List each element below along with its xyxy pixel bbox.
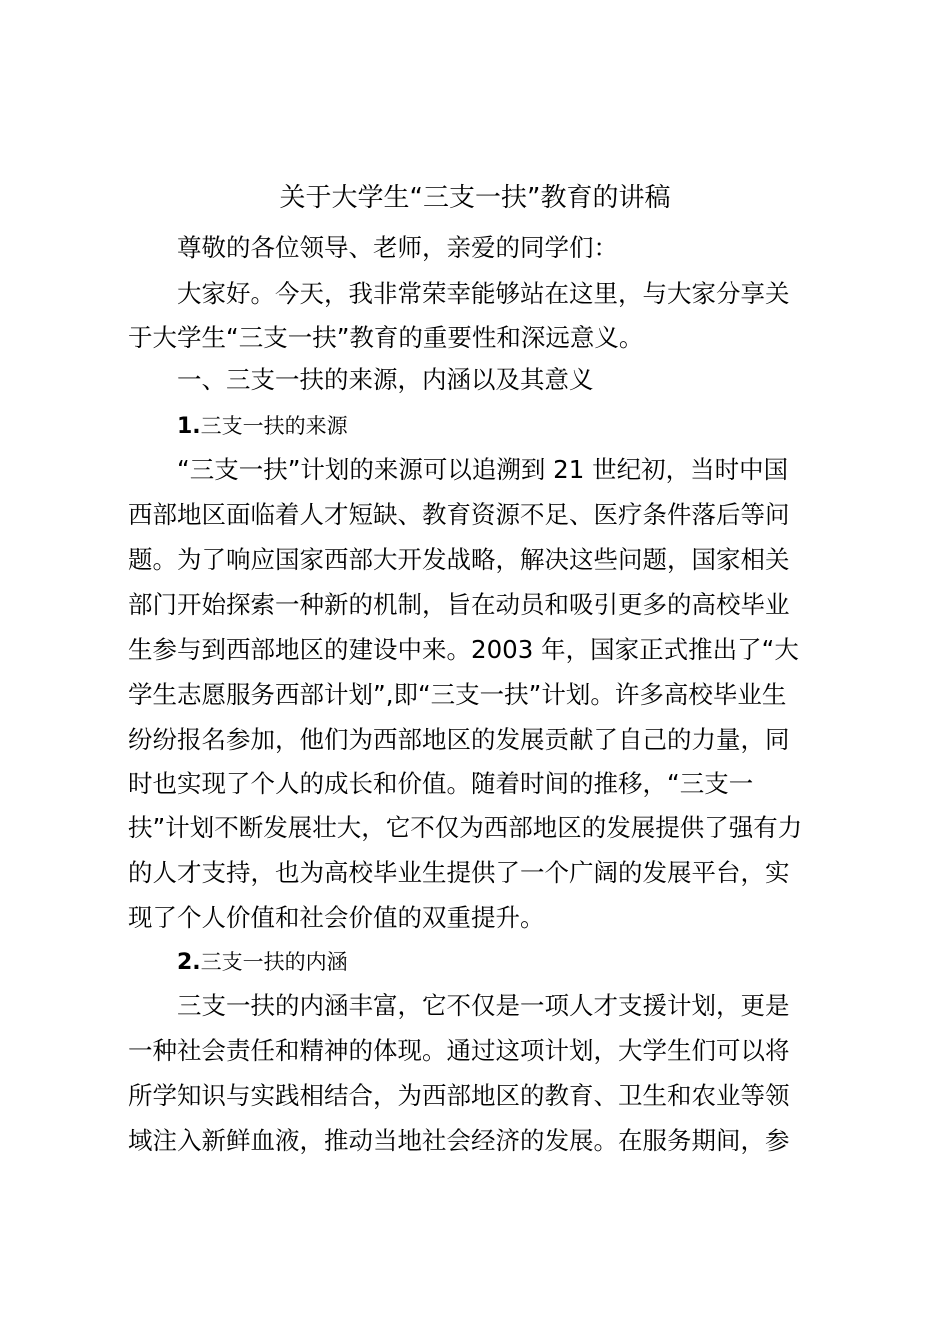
- section-heading: 一、三支一扶的来源，内涵以及其意义: [177, 365, 594, 394]
- paragraph-line: 学生志愿服务西部计划”,即“三支一扶”计划。许多高校毕业生: [128, 680, 787, 709]
- paragraph-line: 西部地区面临着人才短缺、教育资源不足、医疗条件落后等问: [128, 500, 790, 529]
- paragraph-line: “三支一扶”计划的来源可以追溯到 21 世纪初，当时中国: [177, 455, 789, 484]
- paragraph-line: 三支一扶的内涵丰富，它不仅是一项人才支援计划，更是: [177, 991, 790, 1020]
- paragraph-line: 所学知识与实践相结合，为西部地区的教育、卫生和农业等领: [128, 1081, 790, 1110]
- subsection-number: 1.: [177, 414, 201, 439]
- salutation: 尊敬的各位领导、老师，亲爱的同学们：: [177, 233, 618, 262]
- paragraph-line: 纷纷报名参加，他们为西部地区的发展贡献了自己的力量，同: [128, 725, 790, 754]
- subsection-title: 三支一扶的来源: [200, 414, 348, 438]
- paragraph-line: 域注入新鲜血液，推动当地社会经济的发展。在服务期间，参: [128, 1126, 790, 1155]
- intro-line: 大家好。今天，我非常荣幸能够站在这里，与大家分享关: [177, 279, 790, 308]
- paragraph-line: 部门开始探索一种新的机制，旨在动员和吸引更多的高校毕业: [128, 590, 790, 619]
- subsection-heading: [177, 406, 348, 447]
- paragraph-line: 的人才支持，也为高校毕业生提供了一个广阔的发展平台，实: [128, 858, 790, 887]
- subsection-heading: [177, 942, 348, 983]
- paragraph-line: 一种社会责任和精神的体现。通过这项计划，大学生们可以将: [128, 1036, 790, 1065]
- paragraph-line: 现了个人价值和社会价值的双重提升。: [128, 903, 545, 932]
- paragraph-line: 生参与到西部地区的建设中来。2003 年，国家正式推出了“大: [128, 635, 799, 664]
- document-title: 关于大学生“三支一扶”教育的讲稿: [279, 183, 671, 213]
- paragraph-line: 时也实现了个人的成长和价值。随着时间的推移，“三支一: [128, 769, 754, 798]
- subsection-title: 三支一扶的内涵: [200, 950, 348, 974]
- intro-line: 于大学生“三支一扶”教育的重要性和深远意义。: [128, 323, 644, 352]
- subsection-number: 2.: [177, 950, 201, 975]
- paragraph-line: 扶”计划不断发展壮大，它不仅为西部地区的发展提供了强有力: [128, 813, 803, 842]
- paragraph-line: 题。为了响应国家西部大开发战略，解决这些问题，国家相关: [128, 545, 790, 574]
